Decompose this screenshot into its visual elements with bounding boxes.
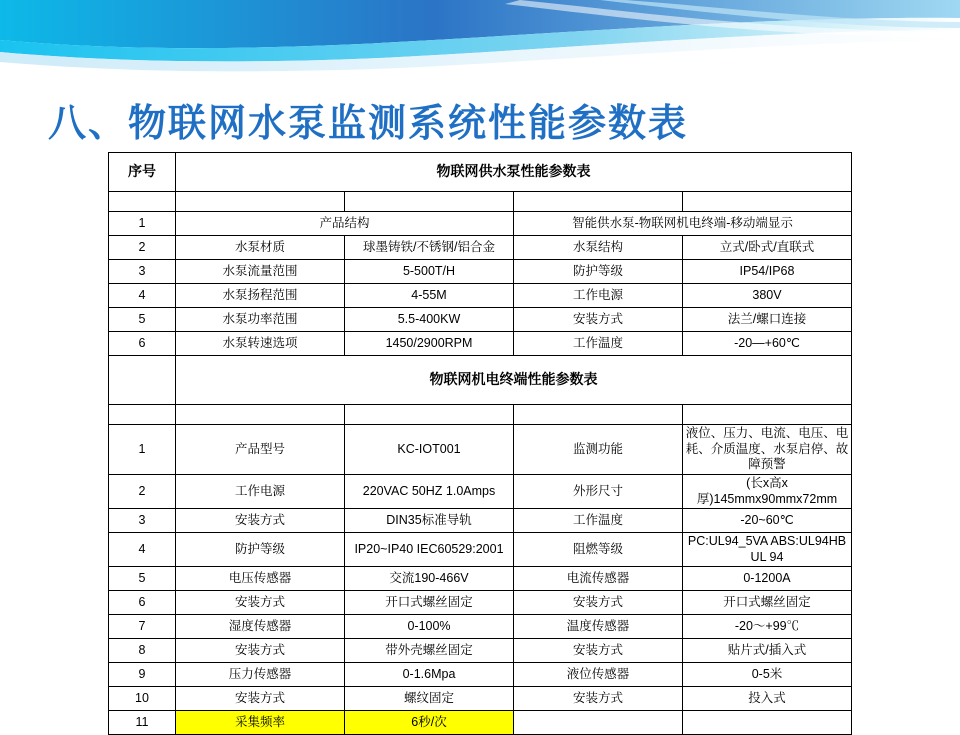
cell-label: 安装方式 — [514, 308, 683, 332]
cell-value: KC-IOT001 — [345, 425, 514, 475]
cell-value: 5.5-400KW — [345, 308, 514, 332]
cell-no: 8 — [109, 639, 176, 663]
cell-no: 6 — [109, 332, 176, 356]
table-row — [109, 533, 852, 567]
cell-label: 电流传感器 — [514, 567, 683, 591]
cell-label: 水泵功率范围 — [176, 308, 345, 332]
cell-no: 6 — [109, 591, 176, 615]
table-row — [109, 284, 852, 308]
cell-no: 3 — [109, 509, 176, 533]
cell-no: 2 — [109, 236, 176, 260]
cell-no: 9 — [109, 663, 176, 687]
cell-blank — [683, 192, 852, 212]
cell-no: 1 — [109, 212, 176, 236]
cell-value: 带外壳螺丝固定 — [345, 639, 514, 663]
table-row — [109, 663, 852, 687]
cell-label: 压力传感器 — [176, 663, 345, 687]
parameters-table-container — [108, 152, 852, 735]
cell-blank — [514, 192, 683, 212]
cell-no: 10 — [109, 687, 176, 711]
page-title: 八、物联网水泵监测系统性能参数表 — [48, 103, 689, 145]
cell-value: 投入式 — [683, 687, 852, 711]
cell-label: 安装方式 — [514, 639, 683, 663]
table-row — [109, 591, 852, 615]
cell-no: 7 — [109, 615, 176, 639]
cell-blank — [345, 192, 514, 212]
cell-value: 开口式螺丝固定 — [345, 591, 514, 615]
cell-label: 湿度传感器 — [176, 615, 345, 639]
cell-blank — [514, 405, 683, 425]
cell-value: 4-55M — [345, 284, 514, 308]
cell-label: 外形尺寸 — [514, 474, 683, 508]
cell-value: 220VAC 50HZ 1.0Amps — [345, 474, 514, 508]
cell-value: 开口式螺丝固定 — [683, 591, 852, 615]
cell-label: 安装方式 — [514, 591, 683, 615]
table-row — [109, 153, 852, 192]
table-row — [109, 615, 852, 639]
cell-label: 安装方式 — [176, 591, 345, 615]
table-row — [109, 474, 852, 508]
table-row — [109, 260, 852, 284]
cell-value: IP20~IP40 IEC60529:2001 — [345, 533, 514, 567]
table-row — [109, 356, 852, 405]
cell-blank — [109, 405, 176, 425]
cell-value: -20~60℃ — [683, 509, 852, 533]
table-row — [109, 567, 852, 591]
cell-label-highlighted: 采集频率 — [176, 711, 345, 735]
cell-value: 5-500T/H — [345, 260, 514, 284]
cell-value: 智能供水泵-物联网机电终端-移动端显示 — [514, 212, 852, 236]
cell-value: PC:UL94_5VA ABS:UL94HB UL 94 — [683, 533, 852, 567]
cell-label: 安装方式 — [176, 687, 345, 711]
cell-no: 1 — [109, 425, 176, 475]
cell-blank — [683, 711, 852, 735]
cell-label: 工作温度 — [514, 509, 683, 533]
cell-value: 0-5米 — [683, 663, 852, 687]
cell-blank — [514, 711, 683, 735]
cell-label: 工作电源 — [176, 474, 345, 508]
cell-value: -20—+60℃ — [683, 332, 852, 356]
table-row-spacer — [109, 192, 852, 212]
cell-section2-title: 物联网机电终端性能参数表 — [176, 356, 852, 405]
slide-banner-decoration — [0, 0, 960, 78]
cell-value: 0-100% — [345, 615, 514, 639]
cell-value: IP54/IP68 — [683, 260, 852, 284]
cell-value: 球墨铸铁/不锈钢/铝合金 — [345, 236, 514, 260]
cell-no: 4 — [109, 533, 176, 567]
cell-label: 液位传感器 — [514, 663, 683, 687]
cell-no-header: 序号 — [109, 153, 176, 192]
cell-label: 水泵转速选项 — [176, 332, 345, 356]
cell-no: 11 — [109, 711, 176, 735]
cell-label: 工作电源 — [514, 284, 683, 308]
cell-value: 液位、压力、电流、电压、电耗、介质温度、水泵启停、故障预警 — [683, 425, 852, 475]
cell-label: 防护等级 — [176, 533, 345, 567]
cell-value: 380V — [683, 284, 852, 308]
cell-section1-title: 物联网供水泵性能参数表 — [176, 153, 852, 192]
cell-value-highlighted: 6秒/次 — [345, 711, 514, 735]
cell-blank — [345, 405, 514, 425]
cell-value: 1450/2900RPM — [345, 332, 514, 356]
table-row-spacer — [109, 405, 852, 425]
cell-value: 贴片式/插入式 — [683, 639, 852, 663]
cell-blank — [109, 192, 176, 212]
table-row — [109, 425, 852, 475]
cell-label: 产品结构 — [176, 212, 514, 236]
cell-label: 水泵扬程范围 — [176, 284, 345, 308]
cell-label: 水泵材质 — [176, 236, 345, 260]
cell-label: 工作温度 — [514, 332, 683, 356]
cell-no: 5 — [109, 308, 176, 332]
cell-label: 电压传感器 — [176, 567, 345, 591]
cell-blank — [109, 356, 176, 405]
cell-value: 法兰/螺口连接 — [683, 308, 852, 332]
cell-label: 安装方式 — [176, 639, 345, 663]
cell-blank — [176, 405, 345, 425]
cell-label: 安装方式 — [514, 687, 683, 711]
cell-label: 水泵结构 — [514, 236, 683, 260]
cell-no: 4 — [109, 284, 176, 308]
cell-value: 0-1200A — [683, 567, 852, 591]
cell-label: 产品型号 — [176, 425, 345, 475]
cell-value: (长x高x厚)145mmx90mmx72mm — [683, 474, 852, 508]
table-row — [109, 639, 852, 663]
cell-blank — [176, 192, 345, 212]
cell-label: 监测功能 — [514, 425, 683, 475]
cell-no: 2 — [109, 474, 176, 508]
cell-no: 5 — [109, 567, 176, 591]
cell-value: 立式/卧式/直联式 — [683, 236, 852, 260]
cell-label: 防护等级 — [514, 260, 683, 284]
cell-value: 0-1.6Mpa — [345, 663, 514, 687]
table-row — [109, 332, 852, 356]
cell-value: 交流190-466V — [345, 567, 514, 591]
table-row — [109, 687, 852, 711]
table-row — [109, 236, 852, 260]
cell-label: 安装方式 — [176, 509, 345, 533]
cell-label: 温度传感器 — [514, 615, 683, 639]
cell-value: DIN35标准导轨 — [345, 509, 514, 533]
table-row — [109, 711, 852, 735]
cell-label: 水泵流量范围 — [176, 260, 345, 284]
table-row — [109, 212, 852, 236]
cell-value: 螺纹固定 — [345, 687, 514, 711]
cell-label: 阻燃等级 — [514, 533, 683, 567]
cell-no: 3 — [109, 260, 176, 284]
table-row — [109, 308, 852, 332]
table-row — [109, 509, 852, 533]
parameters-table — [108, 152, 852, 735]
cell-value: -20～+99℃ — [683, 615, 852, 639]
cell-blank — [683, 405, 852, 425]
